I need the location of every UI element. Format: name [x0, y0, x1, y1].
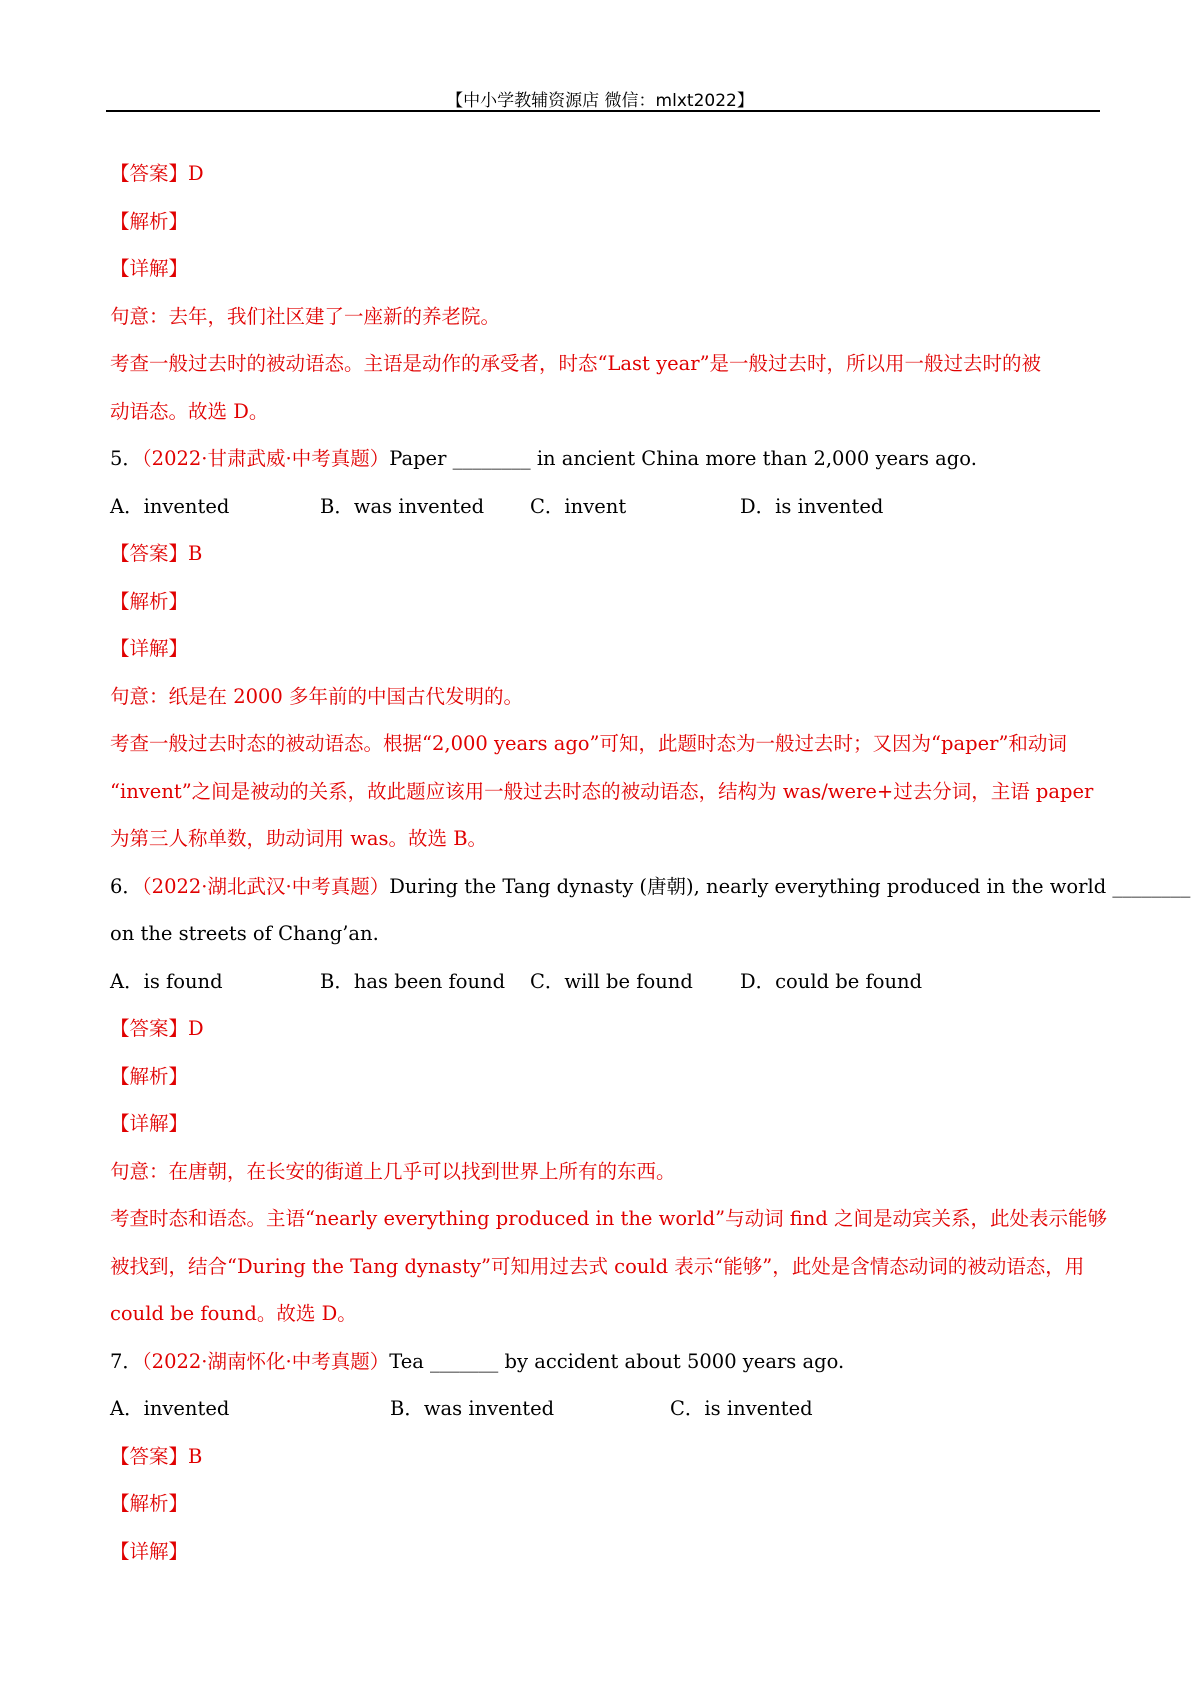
q7-options	[110, 1385, 1100, 1433]
q7-option-c: C．is invented	[670, 1397, 813, 1420]
q7-answer: 【答案】B	[110, 1444, 203, 1468]
document-body	[110, 150, 1191, 1575]
q6-source: （2022·湖北武汉·中考真题）	[141, 874, 390, 898]
q6-explanation-line: 被找到，结合“During the Tang dynasty”可知用过去式 could 表示“能够”，此处是含情态动词的被动语态，用	[110, 1254, 1085, 1278]
q4-answer: 【答案】D	[110, 162, 204, 185]
q7-detail-label: 【详解】	[110, 1539, 189, 1563]
q5-option-d: D．is invented	[740, 494, 884, 518]
q5-explanation-line: 为第三人称单数，助动词用 was。故选 B。	[110, 827, 488, 850]
q6-explanation-line: 考查时态和语态。主语“nearly everything produced in the world”与动词 find 之间是动宾关系，此处表示能够	[110, 1207, 1108, 1230]
q7-analysis-label: 【解析】	[110, 1492, 189, 1515]
page-header: 【中小学教辅资源店 微信：mlxt2022】	[446, 91, 754, 111]
q7-option-b: B．was invented	[390, 1397, 555, 1420]
q5-stem: Paper ________ in ancient China more than 2,000 years ago.	[389, 447, 977, 470]
q5-option-c: C．invent	[530, 494, 627, 518]
q4-detail-label: 【详解】	[110, 257, 189, 280]
q4-meaning: 句意：去年，我们社区建了一座新的养老院。	[110, 304, 501, 328]
q5-option-a: A．invented	[110, 494, 230, 518]
q6-option-d: D．could be found	[740, 969, 923, 993]
q4-explanation-line: 考查一般过去时的被动语态。主语是动作的承受者，时态“Last year”是一般过去时，所以用一般过去时的被	[110, 352, 1042, 375]
q6-option-b: B．has been found	[320, 969, 506, 993]
q6-detail-label: 【详解】	[110, 1112, 189, 1135]
q5-answer: 【答案】B	[110, 542, 203, 565]
q6-stem-line	[110, 863, 1191, 911]
q5-option-b: B．was invented	[320, 494, 485, 518]
q6-stem-continuation: on the streets of Chang’an.	[110, 922, 379, 945]
q6-number: 6．	[110, 874, 142, 898]
q6-option-a: A．is found	[110, 969, 223, 993]
q7-number: 7．	[110, 1349, 142, 1373]
q6-options	[110, 958, 1100, 1006]
q5-analysis-label: 【解析】	[110, 589, 189, 613]
q6-option-c: C．will be found	[530, 969, 693, 993]
q7-stem-line	[110, 1338, 1100, 1386]
q5-meaning: 句意：纸是在 2000 多年前的中国古代发明的。	[110, 684, 524, 708]
q5-explanation-line: 考查一般过去时态的被动语态。根据“2,000 years ago”可知，此题时态为一般过去时；又因为“paper”和动词	[110, 732, 1067, 755]
q7-stem: Tea _______ by accident about 5000 years ago.	[389, 1349, 845, 1373]
q5-stem-line	[110, 435, 1100, 483]
q7-option-a: A．invented	[110, 1397, 230, 1420]
q6-meaning: 句意：在唐朝，在长安的街道上几乎可以找到世界上所有的东西。	[110, 1159, 676, 1183]
q5-explanation-line: “invent”之间是被动的关系，故此题应该用一般过去时态的被动语态，结构为 was/were+过去分词，主语 paper	[110, 779, 1094, 803]
q4-explanation-line: 动语态。故选 D。	[110, 399, 269, 423]
q6-answer: 【答案】D	[110, 1017, 204, 1040]
q5-number: 5．	[110, 447, 142, 470]
q6-explanation-line: could be found。故选 D。	[110, 1302, 357, 1325]
q5-source: （2022·甘肃武威·中考真题）	[141, 447, 390, 470]
q5-detail-label: 【详解】	[110, 637, 189, 660]
q7-source: （2022·湖南怀化·中考真题）	[141, 1349, 390, 1373]
q6-analysis-label: 【解析】	[110, 1064, 189, 1088]
header-divider	[106, 110, 1100, 112]
q6-stem: During the Tang dynasty (唐朝), nearly everything produced in the world ________	[389, 874, 1191, 898]
q4-analysis-label: 【解析】	[110, 209, 189, 233]
q5-options	[110, 483, 1100, 531]
